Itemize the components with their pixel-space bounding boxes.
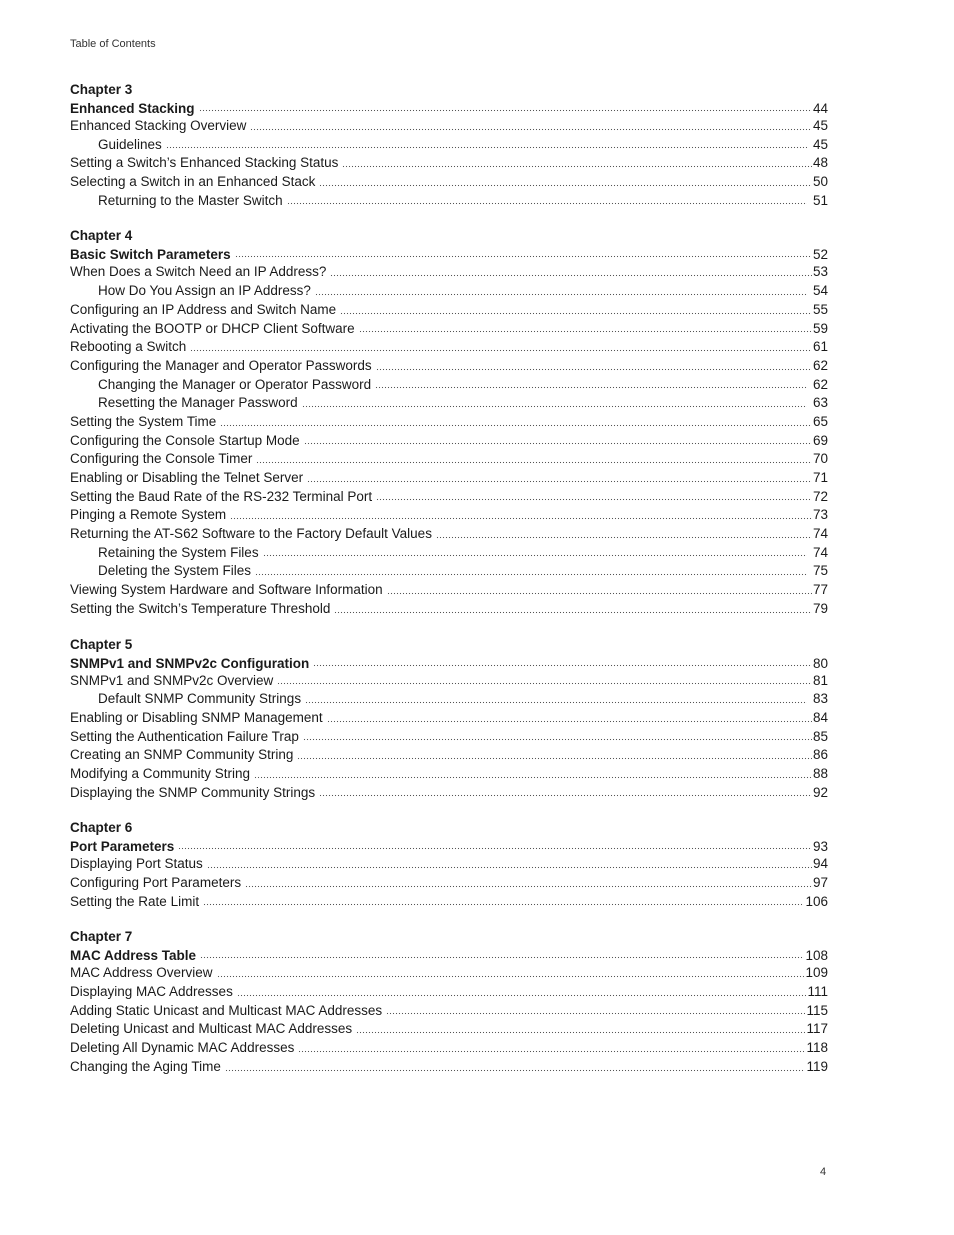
page-ref: 55 — [812, 301, 828, 317]
page-ref: 62 — [812, 357, 828, 373]
toc-subentry[interactable] — [70, 282, 828, 301]
toc-chapter-section — [70, 635, 828, 803]
page-ref: 83 — [812, 691, 828, 707]
entry-text: SNMPv1 and SNMPv2c Overview — [70, 672, 274, 688]
toc-subentry[interactable] — [70, 192, 828, 211]
dot-leader — [305, 695, 807, 705]
page-ref: 81 — [812, 672, 828, 688]
entry-text: When Does a Switch Need an IP Address? — [70, 264, 327, 280]
chapter-title-entry[interactable] — [70, 247, 828, 263]
running-header: Table of Contents — [70, 38, 156, 50]
entry-text: Enabling or Disabling SNMP Management — [70, 709, 323, 725]
entry-text: Deleting All Dynamic MAC Addresses — [70, 1040, 295, 1056]
dot-leader — [313, 658, 812, 668]
dot-leader — [356, 1025, 805, 1035]
toc-entry[interactable] — [70, 855, 828, 874]
page-ref: 92 — [812, 784, 828, 800]
page-ref: 54 — [812, 283, 828, 299]
toc-entry[interactable] — [70, 600, 828, 619]
page-ref: 71 — [812, 470, 828, 485]
dot-leader — [303, 732, 812, 742]
dot-leader — [207, 860, 812, 870]
toc-entry[interactable] — [70, 413, 828, 432]
entry-text: Returning the AT-S62 Software to the Factory Default Values — [70, 526, 432, 542]
dot-leader — [254, 770, 812, 780]
dot-leader — [315, 287, 807, 297]
page-ref: 65 — [812, 413, 828, 429]
page-ref: 50 — [812, 174, 828, 190]
toc-entry[interactable] — [70, 964, 828, 983]
dot-leader — [287, 196, 807, 206]
dot-leader — [245, 879, 812, 889]
toc-subentry[interactable] — [70, 136, 828, 155]
chapter-title-entry[interactable] — [70, 101, 828, 117]
entry-text: Configuring an IP Address and Switch Name — [70, 301, 337, 317]
entry-text: Returning to the Master Switch — [98, 192, 283, 208]
toc-entry[interactable] — [70, 338, 828, 357]
entry-text: Creating an SNMP Community String — [70, 747, 294, 763]
toc-body — [70, 80, 828, 1093]
dot-leader — [319, 788, 812, 798]
toc-entry[interactable] — [70, 488, 828, 507]
dot-leader — [250, 122, 812, 132]
page-ref: 61 — [812, 339, 828, 355]
entry-text: Displaying MAC Addresses — [70, 984, 233, 1000]
entry-text: Modifying a Community String — [70, 765, 251, 781]
dot-leader — [327, 714, 812, 724]
toc-entry[interactable] — [70, 263, 828, 282]
entry-text: Deleting Unicast and Multicast MAC Addresses — [70, 1021, 353, 1037]
toc-subentry[interactable] — [70, 544, 828, 563]
page-ref: 86 — [812, 747, 828, 763]
page-ref: 88 — [812, 765, 828, 781]
dot-leader — [302, 399, 807, 409]
entry-text: Setting a Switch’s Enhanced Stacking Status — [70, 155, 339, 171]
page-ref: 74 — [812, 544, 828, 560]
chapter-label: Chapter 6 — [70, 820, 133, 836]
dot-leader — [230, 511, 812, 521]
dot-leader — [304, 436, 812, 446]
dot-leader — [190, 343, 812, 353]
toc-entry[interactable] — [70, 581, 828, 600]
toc-entry[interactable] — [70, 784, 828, 803]
dot-leader — [342, 159, 812, 169]
dot-leader — [386, 1006, 805, 1016]
toc-entry[interactable] — [70, 450, 828, 469]
page-ref: 117 — [806, 1021, 828, 1037]
toc-entry[interactable] — [70, 357, 828, 376]
dot-leader — [376, 492, 812, 502]
toc-entry[interactable] — [70, 1002, 828, 1021]
page-ref: 44 — [812, 101, 828, 116]
page-ref: 51 — [812, 192, 828, 208]
page-ref: 111 — [807, 984, 828, 1000]
page-ref: 62 — [812, 376, 828, 392]
toc-entry[interactable] — [70, 983, 828, 1002]
page-ref: 52 — [812, 247, 828, 263]
entry-text: Viewing System Hardware and Software Information — [70, 582, 383, 598]
dot-leader — [200, 950, 804, 960]
page-ref: 115 — [806, 1002, 828, 1018]
dot-leader — [225, 1063, 806, 1073]
toc-entry[interactable] — [70, 728, 828, 747]
toc-subentry[interactable] — [70, 690, 828, 709]
entry-text: Changing the Manager or Operator Password — [98, 376, 372, 392]
chapter-title: Enhanced Stacking — [70, 101, 195, 116]
page-ref: 74 — [812, 526, 828, 542]
page-ref: 80 — [812, 655, 828, 671]
page-ref: 84 — [812, 709, 828, 725]
page-ref: 45 — [812, 136, 828, 152]
dot-leader — [166, 140, 807, 150]
toc-entry[interactable] — [70, 173, 828, 192]
page-ref: 45 — [812, 118, 828, 133]
entry-text: Configuring the Console Timer — [70, 451, 253, 467]
chapter-title: Port Parameters — [70, 839, 175, 855]
toc-entry[interactable] — [70, 117, 828, 136]
toc-entry[interactable] — [70, 506, 828, 525]
dot-leader — [220, 418, 812, 428]
page-ref: 59 — [812, 320, 828, 336]
dot-leader — [298, 1044, 805, 1054]
dot-leader — [178, 841, 812, 851]
chapter-label: Chapter 7 — [70, 929, 133, 945]
entry-text: Changing the Aging Time — [70, 1058, 221, 1074]
dot-leader — [436, 530, 812, 540]
toc-subentry[interactable] — [70, 394, 828, 413]
dot-leader — [375, 380, 807, 390]
dot-leader — [297, 751, 812, 761]
page-ref: 109 — [805, 965, 828, 981]
entry-text: Enhanced Stacking Overview — [70, 118, 247, 133]
entry-text: Selecting a Switch in an Enhanced Stack — [70, 174, 316, 190]
dot-leader — [387, 586, 812, 596]
toc-entry[interactable] — [70, 525, 828, 544]
toc-chapter-section — [70, 927, 828, 1076]
entry-text: Pinging a Remote System — [70, 507, 227, 523]
chapter-title: MAC Address Table — [70, 948, 197, 964]
chapter-label: Chapter 5 — [70, 636, 133, 652]
chapter-title-entry[interactable] — [70, 839, 828, 855]
entry-text: MAC Address Overview — [70, 965, 213, 981]
toc-subentry[interactable] — [70, 562, 828, 581]
toc-entry[interactable] — [70, 301, 828, 320]
page-ref: 69 — [812, 432, 828, 448]
toc-entry[interactable] — [70, 1058, 828, 1077]
page-ref: 70 — [812, 451, 828, 467]
entry-text: Setting the Authentication Failure Trap — [70, 728, 299, 744]
toc-entry[interactable] — [70, 893, 828, 912]
chapter-title: Basic Switch Parameters — [70, 247, 231, 263]
page-ref: 48 — [812, 155, 828, 171]
entry-text: How Do You Assign an IP Address? — [98, 283, 311, 299]
dot-leader — [237, 988, 807, 998]
entry-text: Displaying the SNMP Community Strings — [70, 784, 316, 800]
entry-text: Enabling or Disabling the Telnet Server — [70, 470, 304, 485]
entry-text: Setting the System Time — [70, 413, 217, 429]
page-ref: 118 — [806, 1040, 828, 1056]
toc-entry[interactable] — [70, 765, 828, 784]
entry-text: Configuring the Console Startup Mode — [70, 432, 300, 448]
entry-text: Default SNMP Community Strings — [98, 691, 302, 707]
page-ref: 108 — [805, 948, 828, 964]
toc-entry[interactable] — [70, 320, 828, 339]
page-ref: 72 — [812, 488, 828, 504]
toc-entry[interactable] — [70, 746, 828, 765]
page-ref: 63 — [812, 395, 828, 411]
entry-text: Configuring the Manager and Operator Passwords — [70, 357, 372, 373]
entry-text: Setting the Switch’s Temperature Threshold — [70, 600, 331, 616]
toc-subentry[interactable] — [70, 376, 828, 395]
page-ref: 79 — [812, 600, 828, 616]
chapter-title: SNMPv1 and SNMPv2c Configuration — [70, 655, 310, 671]
toc-entry[interactable] — [70, 874, 828, 893]
page-ref: 73 — [812, 507, 828, 523]
entry-text: Displaying Port Status — [70, 856, 203, 872]
page-ref: 77 — [812, 582, 828, 598]
dot-leader — [277, 676, 812, 686]
dot-leader — [255, 567, 807, 577]
entry-text: Activating the BOOTP or DHCP Client Software — [70, 320, 355, 336]
toc-chapter-section — [70, 80, 828, 210]
dot-leader — [307, 474, 812, 484]
toc-entry[interactable] — [70, 672, 828, 691]
toc-chapter-section — [70, 226, 828, 618]
page-ref: 53 — [812, 264, 828, 280]
toc-entry[interactable] — [70, 432, 828, 451]
page-ref: 85 — [812, 728, 828, 744]
toc-entry[interactable] — [70, 709, 828, 728]
entry-text: Resetting the Manager Password — [98, 395, 298, 411]
toc-entry[interactable] — [70, 469, 828, 488]
dot-leader — [263, 548, 807, 558]
dot-leader — [330, 268, 812, 278]
page-ref: 93 — [812, 839, 828, 855]
toc-entry[interactable] — [70, 1020, 828, 1039]
entry-text: Setting the Rate Limit — [70, 893, 200, 909]
dot-leader — [376, 362, 812, 372]
toc-chapter-section — [70, 818, 828, 911]
dot-leader — [256, 455, 812, 465]
page-ref: 119 — [806, 1058, 828, 1074]
chapter-title-entry[interactable] — [70, 656, 828, 672]
dot-leader — [340, 306, 812, 316]
toc-entry[interactable] — [70, 154, 828, 173]
page-ref: 97 — [812, 875, 828, 890]
chapter-label: Chapter 3 — [70, 82, 133, 97]
dot-leader — [319, 178, 812, 188]
entry-text: Setting the Baud Rate of the RS-232 Terminal Port — [70, 488, 373, 504]
page-number: 4 — [820, 1166, 827, 1178]
entry-text: Guidelines — [98, 136, 162, 152]
page-ref: 106 — [805, 893, 828, 909]
entry-text: Deleting the System Files — [98, 563, 252, 579]
page-ref: 94 — [812, 856, 828, 872]
dot-leader — [334, 605, 812, 615]
entry-text: Rebooting a Switch — [70, 339, 187, 355]
entry-text: Adding Static Unicast and Multicast MAC Addresses — [70, 1002, 383, 1018]
dot-leader — [199, 103, 812, 113]
chapter-label: Chapter 4 — [70, 228, 133, 244]
dot-leader — [235, 249, 812, 259]
page-ref: 75 — [812, 563, 828, 579]
entry-text: Retaining the System Files — [98, 544, 259, 560]
toc-entry[interactable] — [70, 1039, 828, 1058]
dot-leader — [359, 324, 812, 334]
chapter-title-entry[interactable] — [70, 948, 828, 964]
dot-leader — [203, 897, 804, 907]
entry-text: Configuring Port Parameters — [70, 875, 242, 890]
dot-leader — [217, 969, 805, 979]
